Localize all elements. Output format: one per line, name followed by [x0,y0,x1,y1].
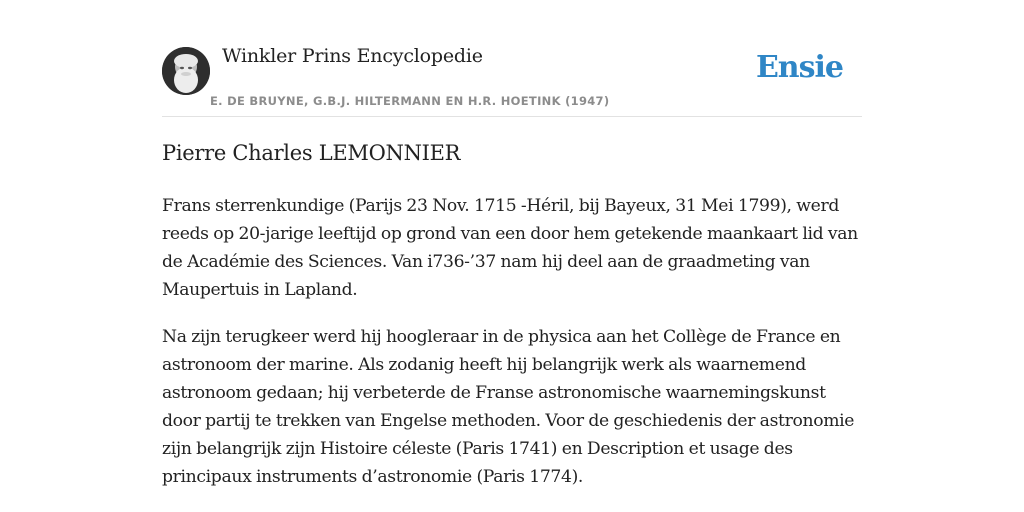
encyclopedia-title[interactable]: Winkler Prins Encyclopedie [222,45,483,67]
article-title: Pierre Charles LEMONNIER [162,141,461,165]
article-paragraph: Frans sterrenkundige (Parijs 23 Nov. 1715 -Héril, bij Bayeux, 31 Mei 1799), werd reeds op 20-jarige leeftijd op grond van een door hem getekende maankaart lid van de Académie des Sciences. Van i736-’37 nam hij deel aan de graadmeting van Maupertuis in Lapland. [162,196,858,300]
ensie-logo[interactable]: Ensie [755,50,843,85]
portrait-icon [162,47,210,95]
page [162,0,862,487]
avatar[interactable] [162,47,210,95]
authors-line: E. DE BRUYNE, G.B.J. HILTERMANN EN H.R. HOETINK (1947) [210,94,610,108]
article-paragraph: Na zijn terugkeer werd hij hoogleraar in de physica aan het Collège de France en astronoom der marine. Als zodanig heeft hij belangrijk werk als waarnemend astronoom gedaan; hij verbeterde de Franse astronomische waarnemingskunst door partij te trekken van Engelse methoden. Voor de geschiedenis der astronomie zijn belangrijk zijn Histoire céleste (Paris 1741) en Description et usage des principaux instruments d’astronomie (Paris 1774). [162,327,855,487]
header [162,0,862,117]
